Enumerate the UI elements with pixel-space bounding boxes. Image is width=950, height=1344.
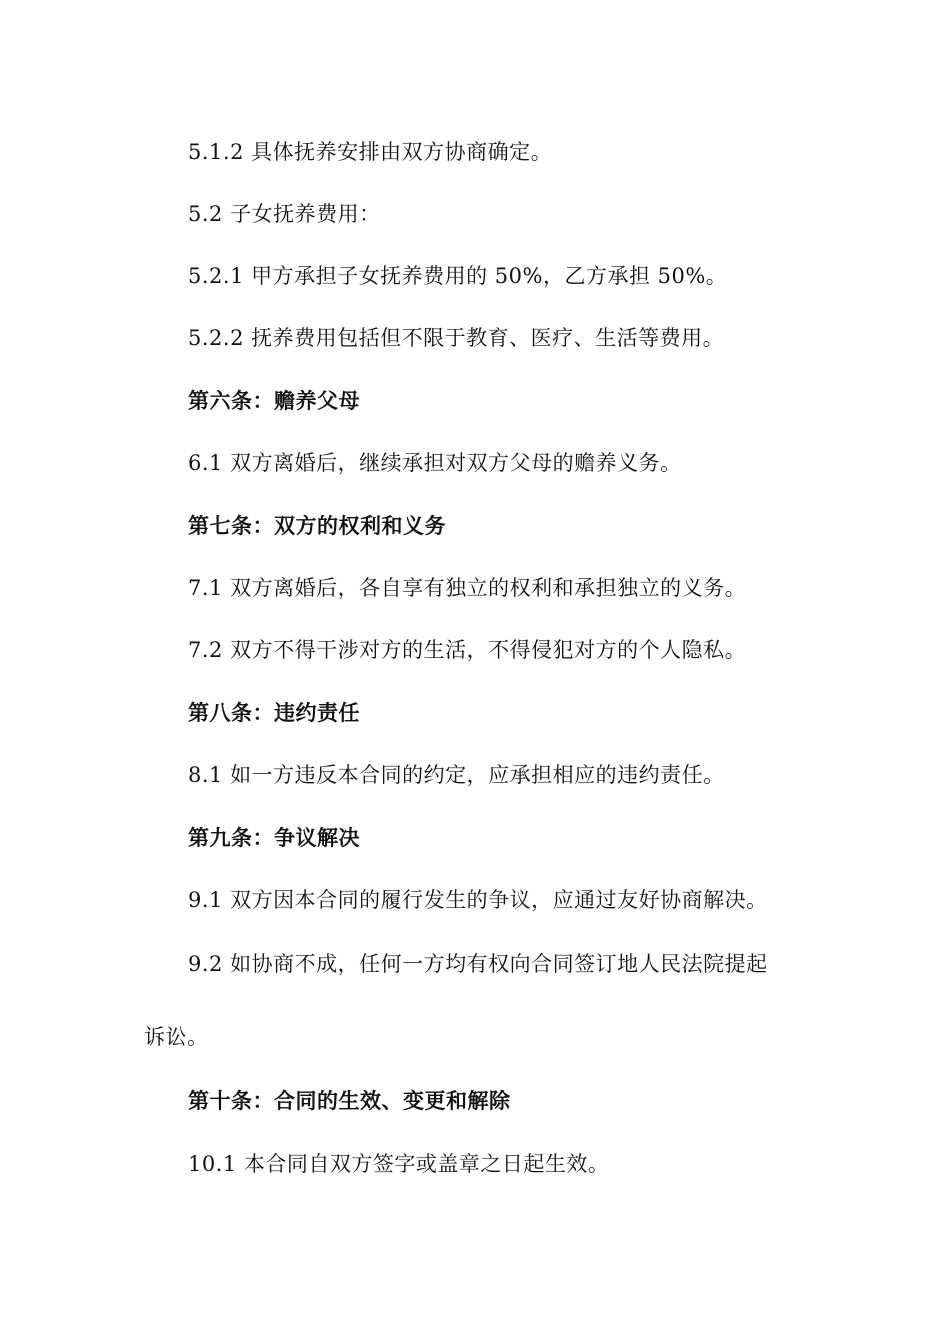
article-10-heading: 第十条：合同的生效、变更和解除 (188, 1089, 511, 1113)
clause-7-1: 7.1 双方离婚后，各自享有独立的权利和承担独立的义务。 (188, 576, 747, 600)
article-7-heading: 第七条：双方的权利和义务 (188, 514, 446, 538)
clause-8-1: 8.1 如一方违反本合同的约定，应承担相应的违约责任。 (188, 763, 725, 787)
article-8-heading: 第八条：违约责任 (188, 701, 360, 725)
clause-10-1: 10.1 本合同自双方签字或盖章之日起生效。 (188, 1152, 610, 1176)
article-6-heading: 第六条：赡养父母 (188, 389, 360, 413)
clause-9-2: 9.2 如协商不成，任何一方均有权向合同签订地人民法院提起 (188, 952, 768, 976)
clause-5-2-2: 5.2.2 抚养费用包括但不限于教育、医疗、生活等费用。 (188, 326, 725, 350)
clause-5-1-2: 5.1.2 具体抚养安排由双方协商确定。 (188, 140, 553, 164)
clause-9-1: 9.1 双方因本合同的履行发生的争议，应通过友好协商解决。 (188, 888, 768, 912)
clause-5-2-1: 5.2.1 甲方承担子女抚养费用的 50%，乙方承担 50%。 (188, 264, 728, 288)
clause-5-2: 5.2 子女抚养费用： (188, 202, 381, 226)
clause-6-1: 6.1 双方离婚后，继续承担对双方父母的赡养义务。 (188, 451, 682, 475)
article-9-heading: 第九条：争议解决 (188, 826, 360, 850)
clause-7-2: 7.2 双方不得干涉对方的生活，不得侵犯对方的个人隐私。 (188, 638, 747, 662)
clause-9-2-continuation: 诉讼。 (144, 1025, 209, 1049)
